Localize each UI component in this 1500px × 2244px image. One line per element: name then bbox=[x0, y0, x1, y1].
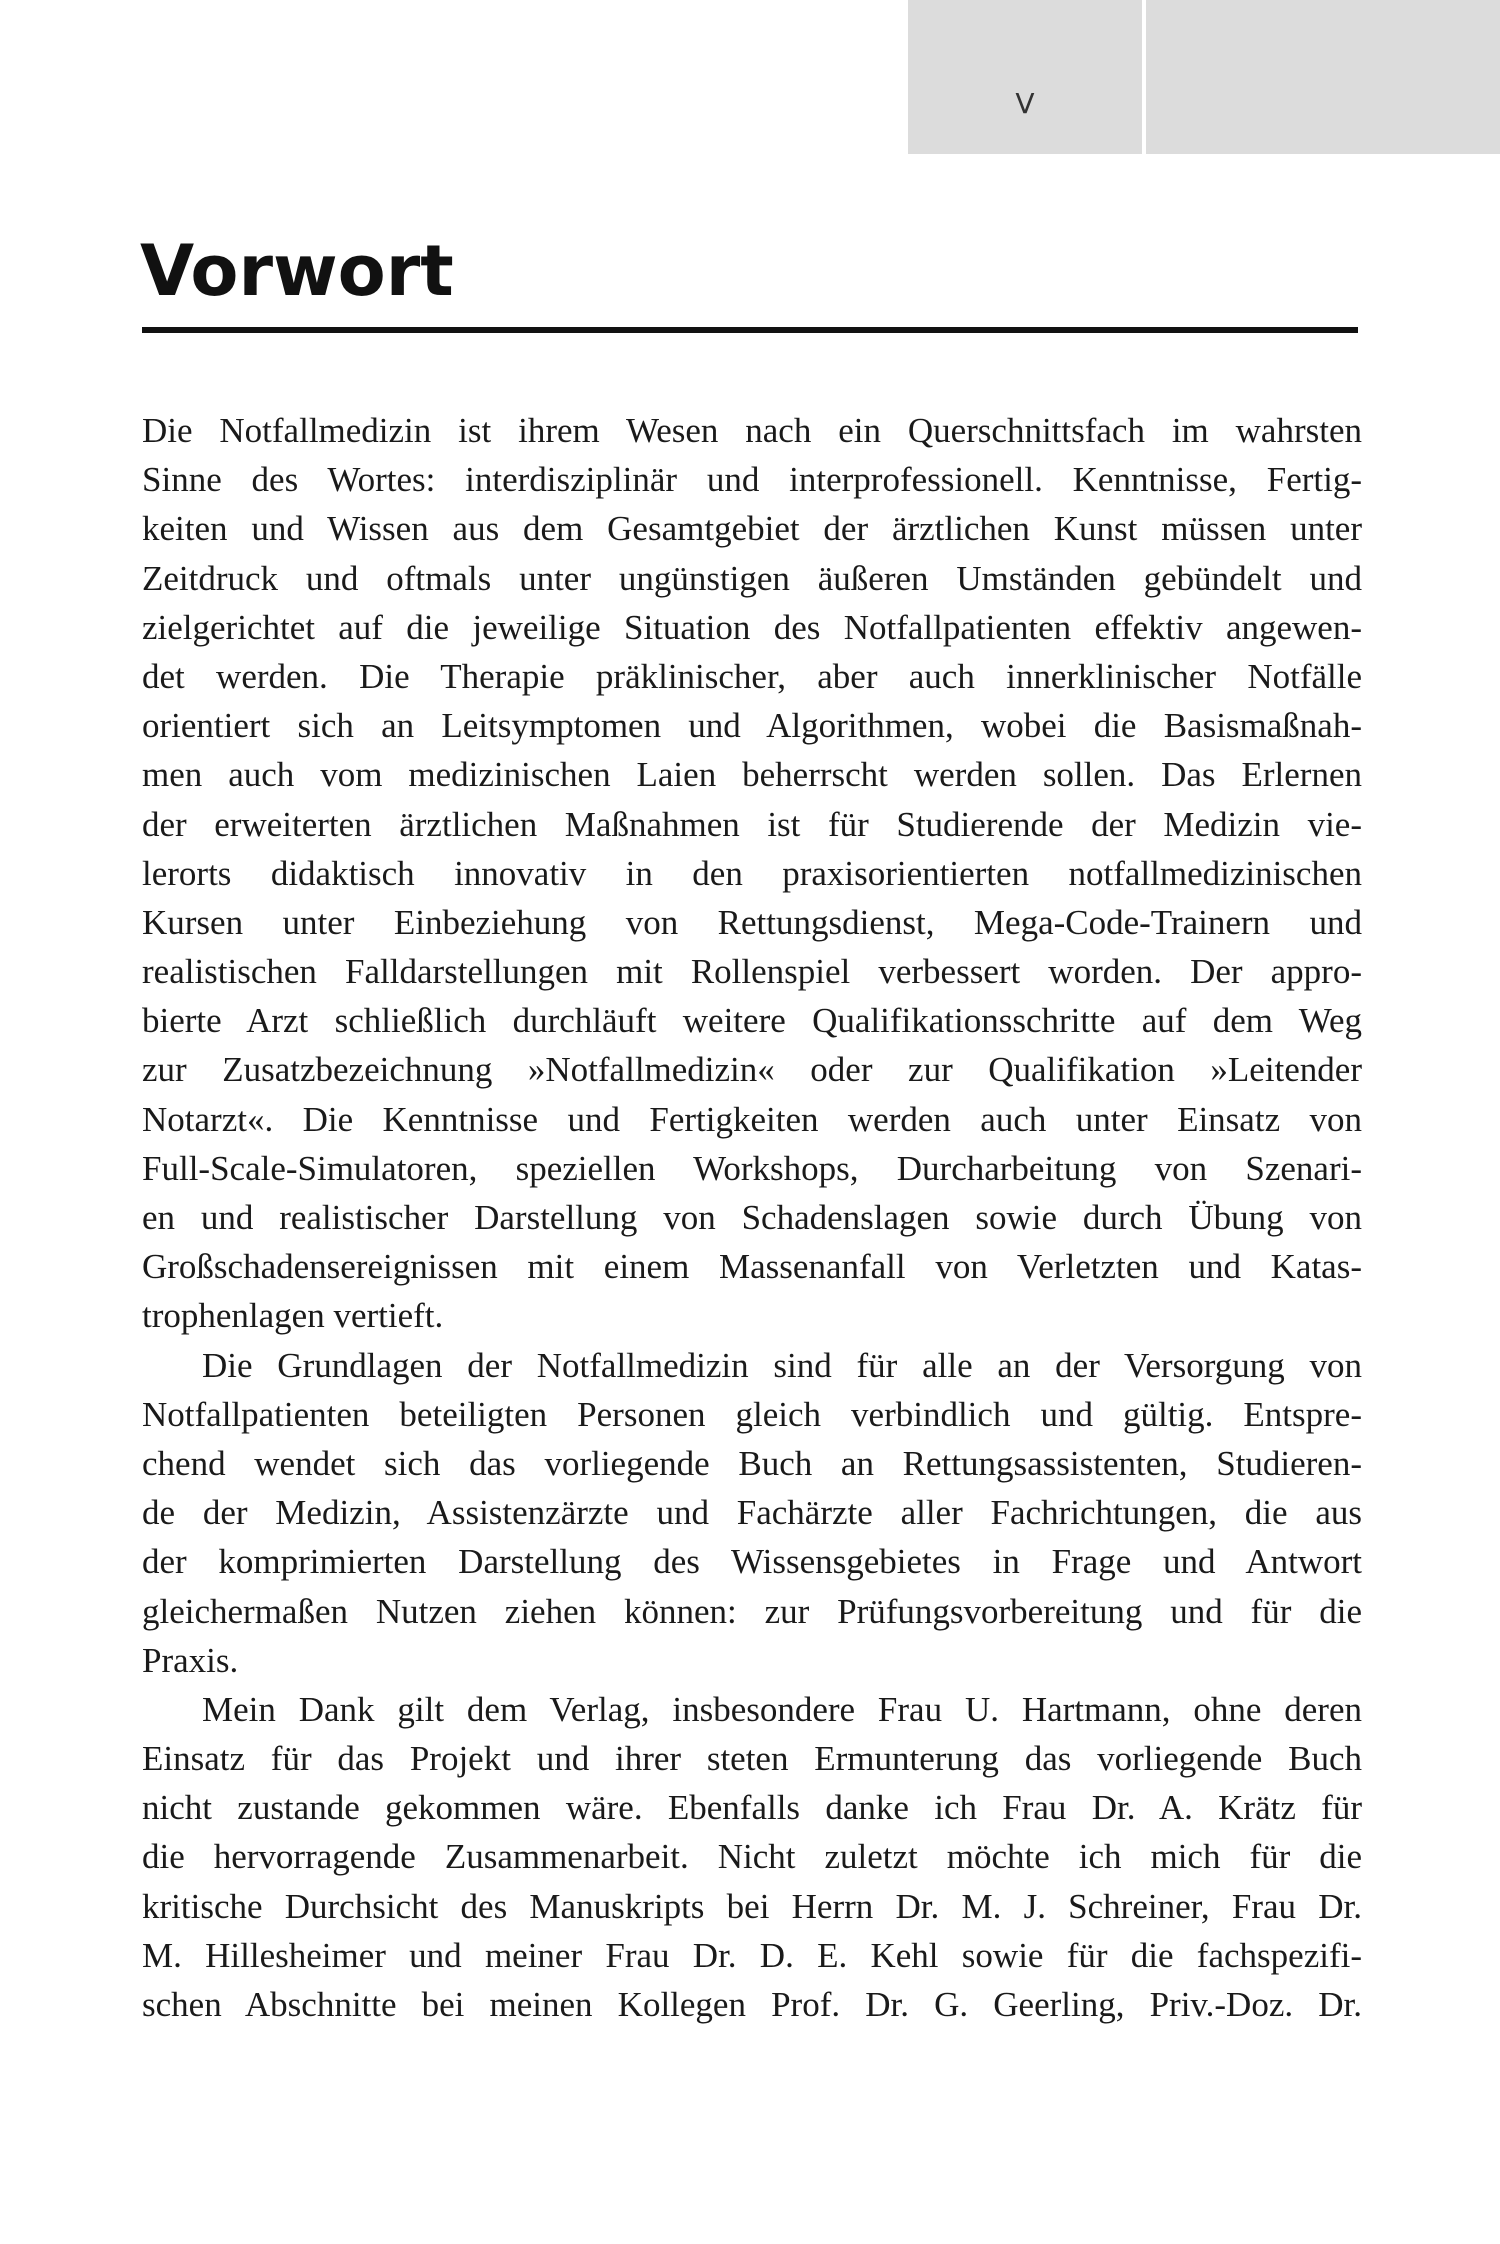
text-line: bierte Arzt schließlich durchläuft weitere Qualifikationsschritte auf dem Weg bbox=[142, 1001, 1362, 1041]
text-line: Kursen unter Einbeziehung von Rettungsdienst, Mega-Code-Trainern und bbox=[142, 902, 1362, 942]
body-text bbox=[142, 406, 1362, 2029]
page-number: V bbox=[1015, 87, 1035, 120]
text-line: Die Notfallmedizin ist ihrem Wesen nach ein Querschnittsfach im wahrsten bbox=[142, 411, 1362, 450]
text-line: kritische Durchsicht des Manuskripts bei Herrn Dr. M. J. Schreiner, Frau Dr. bbox=[142, 1886, 1362, 1926]
text-line: M. Hillesheimer und meiner Frau Dr. D. E. Kehl sowie für die fachspezifi- bbox=[142, 1935, 1362, 1975]
text-line: zielgerichtet auf die jeweilige Situation des Notfallpatienten effektiv angewen- bbox=[142, 607, 1362, 647]
paragraph bbox=[142, 406, 1362, 1341]
title-rule bbox=[142, 327, 1358, 333]
text-line: chend wendet sich das vorliegende Buch an Rettungsassistenten, Studieren- bbox=[142, 1443, 1362, 1483]
text-line: Einsatz für das Projekt und ihrer steten Ermunterung das vorliegende Buch bbox=[142, 1739, 1362, 1779]
text-line: der komprimierten Darstellung des Wissensgebietes in Frage und Antwort bbox=[142, 1542, 1362, 1582]
text-line: schen Abschnitte bei meinen Kollegen Prof. Dr. G. Geerling, Priv.-Doz. Dr. bbox=[142, 1985, 1362, 2024]
text-line: der erweiterten ärztlichen Maßnahmen ist für Studierende der Medizin vie- bbox=[142, 804, 1362, 844]
text-line: trophenlagen vertieft. bbox=[142, 1296, 444, 1336]
text-line: de der Medizin, Assistenzärzte und Fachärzte aller Fachrichtungen, die aus bbox=[142, 1493, 1362, 1533]
text-line: Großschadensereignissen mit einem Massenanfall von Verletzten und Katas- bbox=[142, 1247, 1362, 1287]
chapter-title: Vorwort bbox=[140, 230, 454, 312]
header-tab-box-left bbox=[908, 0, 1142, 154]
text-line: orientiert sich an Leitsymptomen und Algorithmen, wobei die Basismaßnah- bbox=[142, 706, 1362, 746]
text-line: Zeitdruck und oftmals unter ungünstigen äußeren Umständen gebündelt und bbox=[142, 558, 1362, 598]
text-line: gleichermaßen Nutzen ziehen können: zur Prüfungsvorbereitung und für die bbox=[142, 1591, 1362, 1631]
text-line: en und realistischer Darstellung von Schadenslagen sowie durch Übung von bbox=[142, 1198, 1362, 1237]
header-tab-box-right bbox=[1146, 0, 1500, 154]
text-line: Full-Scale-Simulatoren, speziellen Workshops, Durcharbeitung von Szenari- bbox=[142, 1148, 1362, 1188]
paragraph bbox=[142, 1341, 1362, 1685]
text-line: Praxis. bbox=[142, 1640, 239, 1680]
text-line: Mein Dank gilt dem Verlag, insbesondere Frau U. Hartmann, ohne deren bbox=[202, 1689, 1362, 1729]
text-line: die hervorragende Zusammenarbeit. Nicht zuletzt möchte ich mich für die bbox=[142, 1837, 1362, 1877]
text-line: Notarzt«. Die Kenntnisse und Fertigkeiten werden auch unter Einsatz von bbox=[142, 1099, 1362, 1139]
text-line: Sinne des Wortes: interdisziplinär und interprofessionell. Kenntnisse, Fertig- bbox=[142, 460, 1362, 500]
text-line: zur Zusatzbezeichnung »Notfallmedizin« oder zur Qualifikation »Leitender bbox=[142, 1050, 1362, 1090]
text-line: lerorts didaktisch innovativ in den praxisorientierten notfallmedizinischen bbox=[142, 853, 1362, 893]
paragraph bbox=[142, 1685, 1362, 2029]
text-line: nicht zustande gekommen wäre. Ebenfalls danke ich Frau Dr. A. Krätz für bbox=[142, 1788, 1362, 1828]
text-line: men auch vom medizinischen Laien beherrscht werden sollen. Das Erlernen bbox=[142, 755, 1362, 795]
text-line: keiten und Wissen aus dem Gesamtgebiet der ärztlichen Kunst müssen unter bbox=[142, 509, 1362, 549]
text-line: Notfallpatienten beteiligten Personen gleich verbindlich und gültig. Entspre- bbox=[142, 1394, 1362, 1434]
text-line: Die Grundlagen der Notfallmedizin sind für alle an der Versorgung von bbox=[202, 1345, 1362, 1385]
text-line: realistischen Falldarstellungen mit Rollenspiel verbessert worden. Der appro- bbox=[142, 952, 1362, 992]
text-line: det werden. Die Therapie präklinischer, aber auch innerklinischer Notfälle bbox=[142, 656, 1362, 696]
